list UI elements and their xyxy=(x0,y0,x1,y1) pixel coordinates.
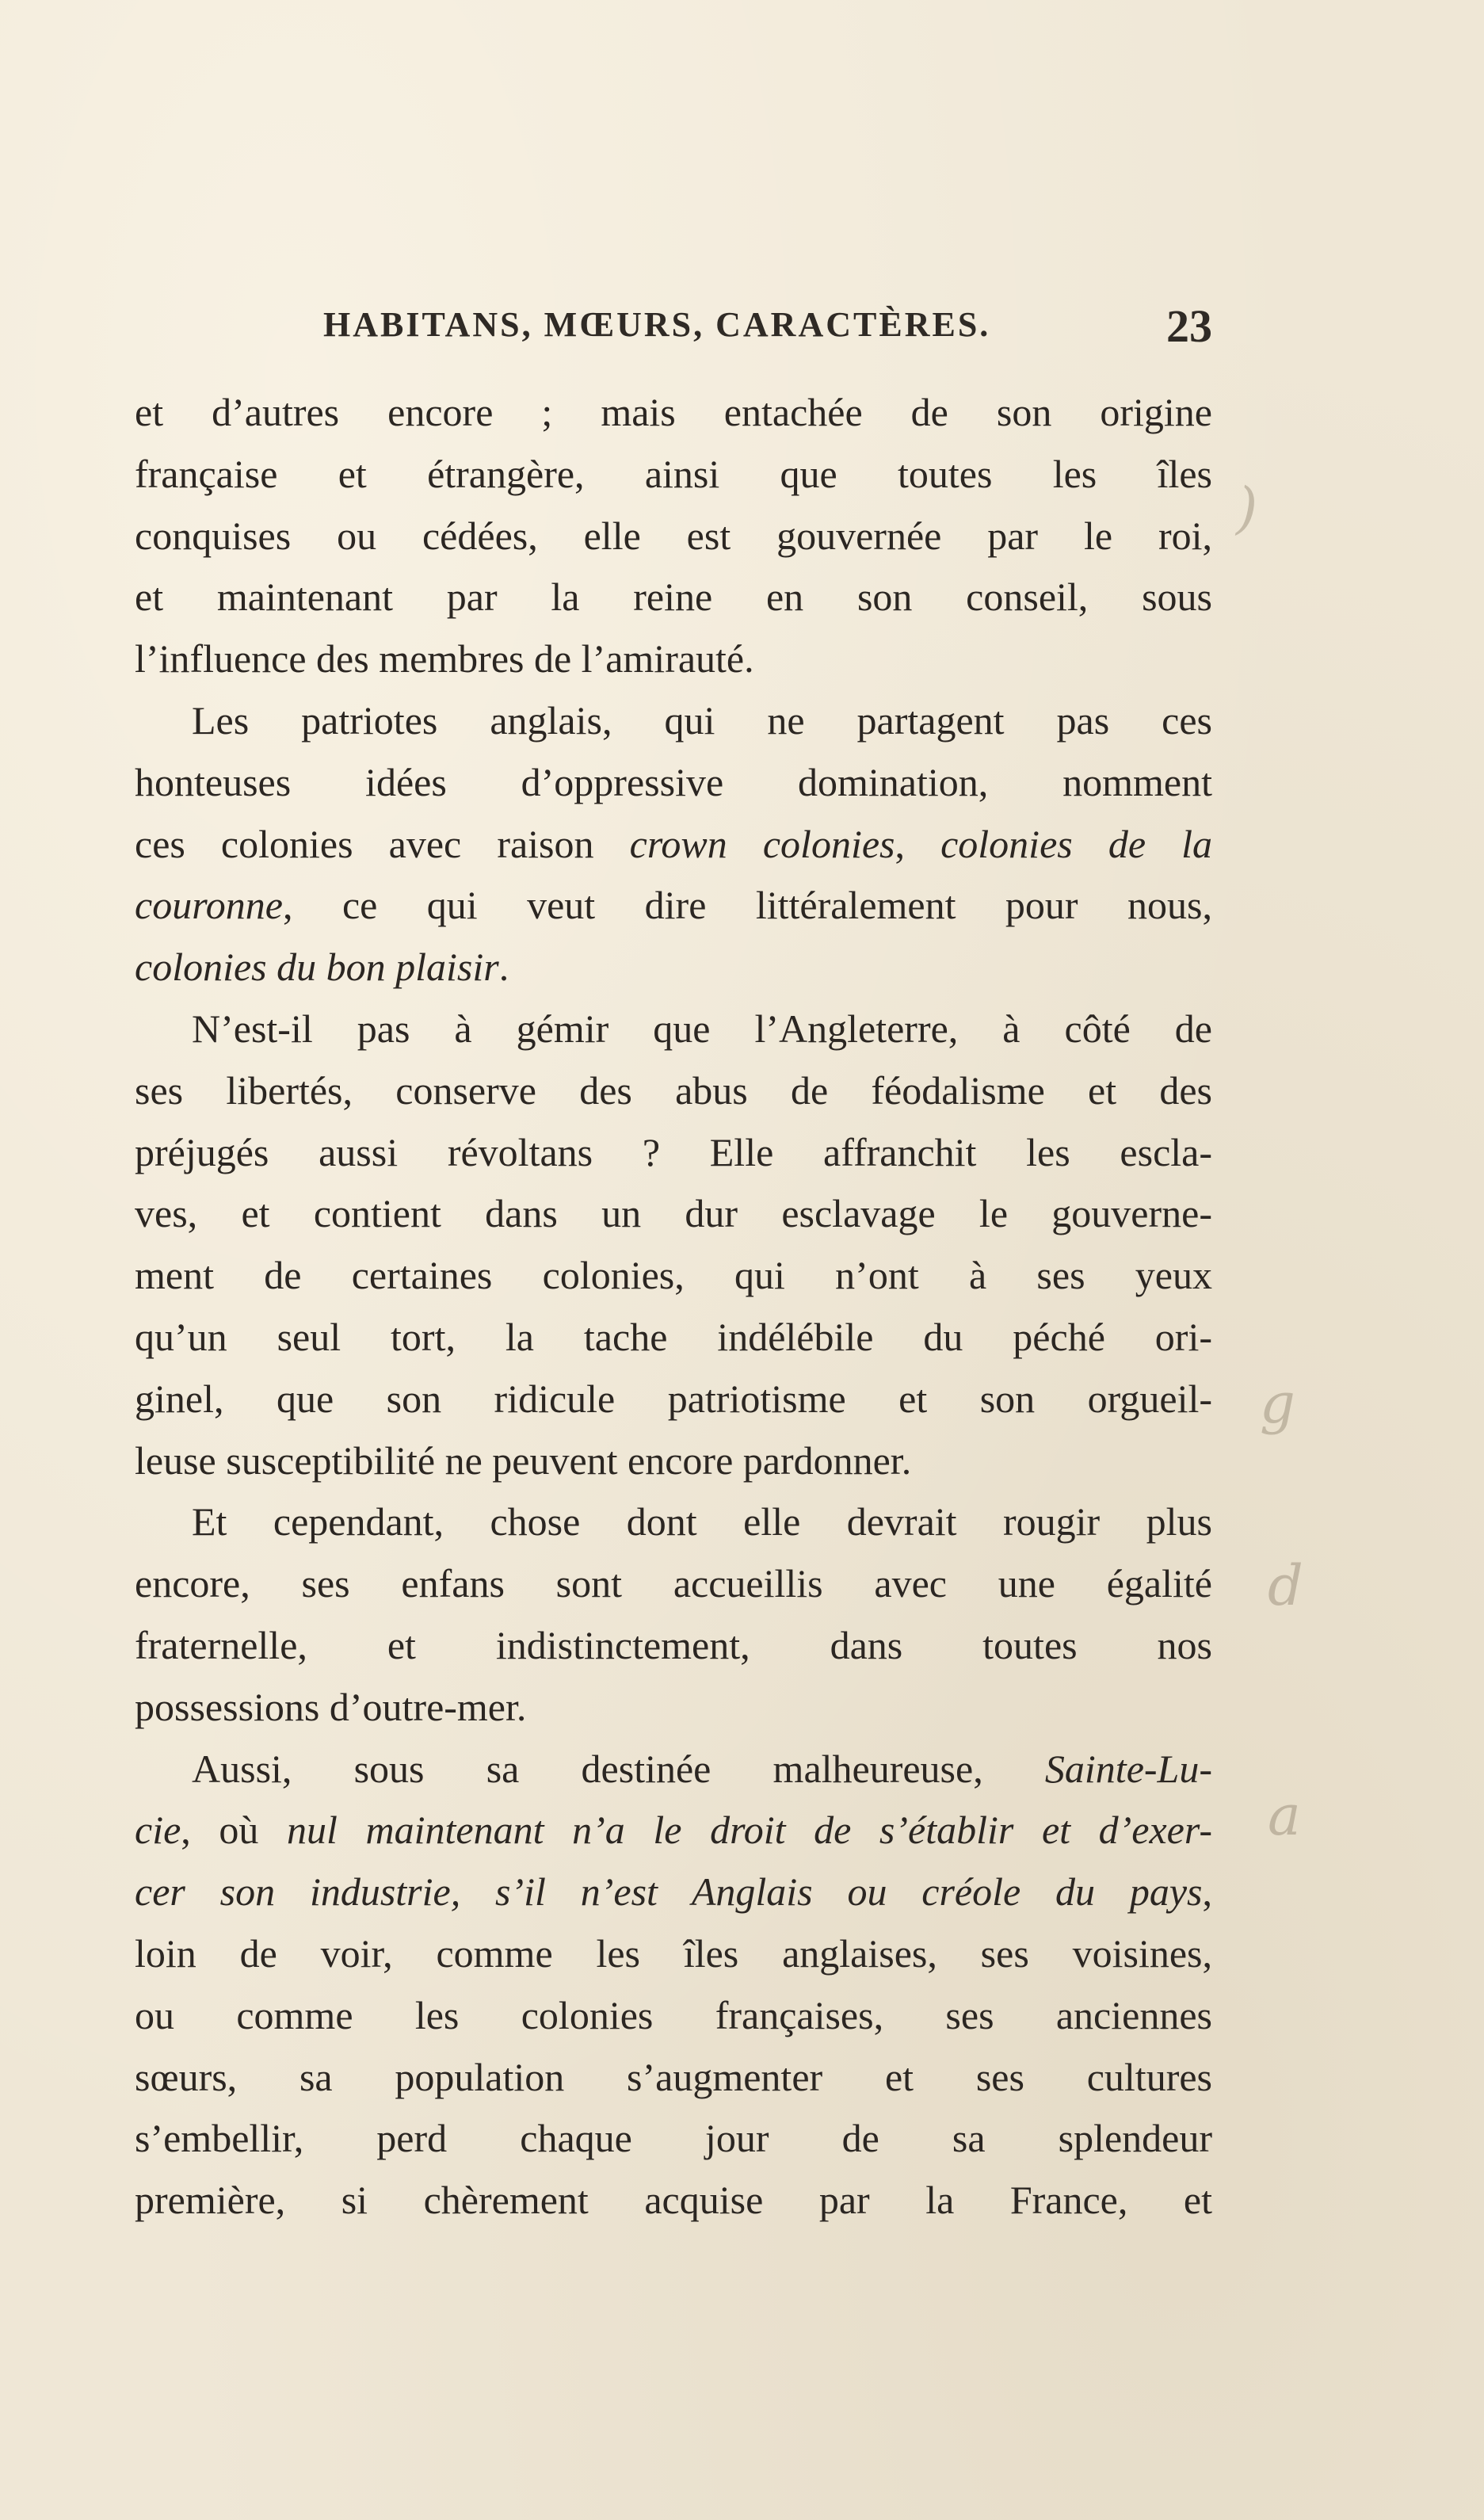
text-run: l’influence des membres de l’amirauté. xyxy=(135,636,754,682)
text-line xyxy=(135,875,1212,937)
text-run: ves, et contient dans un dur esclavage le gouverne- xyxy=(135,1191,1212,1236)
italic-text: couronne xyxy=(135,883,283,928)
text-line xyxy=(135,1491,1212,1553)
text-line xyxy=(135,382,1212,444)
text-run: et maintenant par la reine en son conseil, sous xyxy=(135,575,1212,620)
text-line xyxy=(135,1553,1212,1615)
text-run: , xyxy=(1202,1869,1212,1915)
text-run: fraternelle, et indistinctement, dans toutes nos xyxy=(135,1622,1212,1667)
text-line xyxy=(135,2108,1212,2170)
text-line xyxy=(135,814,1212,876)
italic-text: Sainte-Lu- xyxy=(1044,1746,1212,1791)
text-line xyxy=(135,1369,1212,1430)
text-line xyxy=(135,1307,1212,1369)
text-run: ginel, que son ridicule patriotisme et son orgueil- xyxy=(135,1376,1212,1421)
text-line xyxy=(135,1615,1212,1677)
text-run: s’embellir, perd chaque jour de sa splendeur xyxy=(135,2116,1212,2161)
text-run: possessions d’outre-mer. xyxy=(135,1684,527,1729)
text-run: première, si chèrement acquise par la France, et xyxy=(135,2178,1212,2223)
text-run: Aussi, sous sa destinée malheureuse, xyxy=(192,1746,1045,1791)
text-run: . xyxy=(498,945,509,990)
italic-text: crown colonies xyxy=(629,821,895,866)
page-number: 23 xyxy=(1166,300,1212,352)
text-line xyxy=(135,1430,1212,1492)
text-line xyxy=(135,567,1212,628)
text-run: ou comme les colonies françaises, ses anciennes xyxy=(135,1992,1212,2037)
text-line xyxy=(135,690,1212,752)
text-run: , xyxy=(895,821,941,866)
italic-text: colonies du bon plaisir xyxy=(135,945,499,990)
italic-text: nul maintenant n’a le droit de s’établir et d’exer- xyxy=(287,1808,1212,1853)
text-run: , ce qui veut dire littéralement pour nous, xyxy=(283,883,1212,928)
text-run: ses libertés, conserve des abus de féodalisme et des xyxy=(135,1067,1212,1113)
text-run: , où xyxy=(181,1808,288,1853)
text-line xyxy=(135,444,1212,506)
text-run: encore, ses enfans sont accueillis avec une égalité xyxy=(135,1561,1212,1606)
margin-stain: g xyxy=(1260,1371,1295,1436)
text-line xyxy=(135,1122,1212,1184)
margin-stain: a xyxy=(1268,1783,1301,1848)
text-line xyxy=(135,937,1212,998)
text-line xyxy=(135,1060,1212,1122)
text-line xyxy=(135,1800,1212,1861)
text-line xyxy=(135,628,1212,690)
text-run: sœurs, sa population s’augmenter et ses cultures xyxy=(135,2054,1212,2099)
text-run: française et étrangère, ainsi que toutes les îles xyxy=(135,451,1212,496)
text-run: préjugés aussi révoltans ? Elle affranchit les escla- xyxy=(135,1129,1212,1174)
text-line xyxy=(135,2047,1212,2109)
text-line xyxy=(135,752,1212,814)
italic-text: cer son industrie, s’il n’est Anglais ou créole du pays xyxy=(135,1869,1203,1915)
text-line xyxy=(135,1985,1212,2047)
text-line xyxy=(135,2170,1212,2232)
text-run: Et cependant, chose dont elle devrait rougir plus xyxy=(192,1499,1212,1544)
text-line xyxy=(135,506,1212,567)
text-run: conquises ou cédées, elle est gouvernée par le roi, xyxy=(135,513,1212,558)
text-line xyxy=(135,1861,1212,1923)
text-run: ment de certaines colonies, qui n’ont à ses yeux xyxy=(135,1253,1212,1298)
running-head xyxy=(135,300,1212,363)
running-title: HABITANS, MŒURS, CARACTÈRES. xyxy=(323,305,991,344)
text-line xyxy=(135,1923,1212,1985)
text-run: ces colonies avec raison xyxy=(135,821,630,866)
text-line xyxy=(135,1245,1212,1307)
text-run: Les patriotes anglais, qui ne partagent pas ces xyxy=(192,697,1212,743)
text-line xyxy=(135,1739,1212,1800)
text-line xyxy=(135,1183,1212,1245)
text-run: honteuses idées d’oppressive domination, nomment xyxy=(135,759,1212,804)
text-run: leuse susceptibilité ne peuvent encore pardonner. xyxy=(135,1438,912,1483)
body-text xyxy=(135,382,1212,2232)
italic-text: cie xyxy=(135,1808,181,1853)
margin-stain: ) xyxy=(1236,475,1258,540)
text-run: qu’un seul tort, la tache indélébile du péché ori- xyxy=(135,1314,1212,1359)
text-run: et d’autres encore ; mais entachée de son origine xyxy=(135,390,1212,434)
text-line xyxy=(135,998,1212,1060)
margin-stain: d xyxy=(1268,1553,1303,1618)
text-line xyxy=(135,1677,1212,1739)
text-run: N’est-il pas à gémir que l’Angleterre, à côté de xyxy=(192,1006,1212,1051)
text-run: loin de voir, comme les îles anglaises, ses voisines, xyxy=(135,1930,1212,1976)
italic-text: colonies de la xyxy=(940,821,1212,866)
